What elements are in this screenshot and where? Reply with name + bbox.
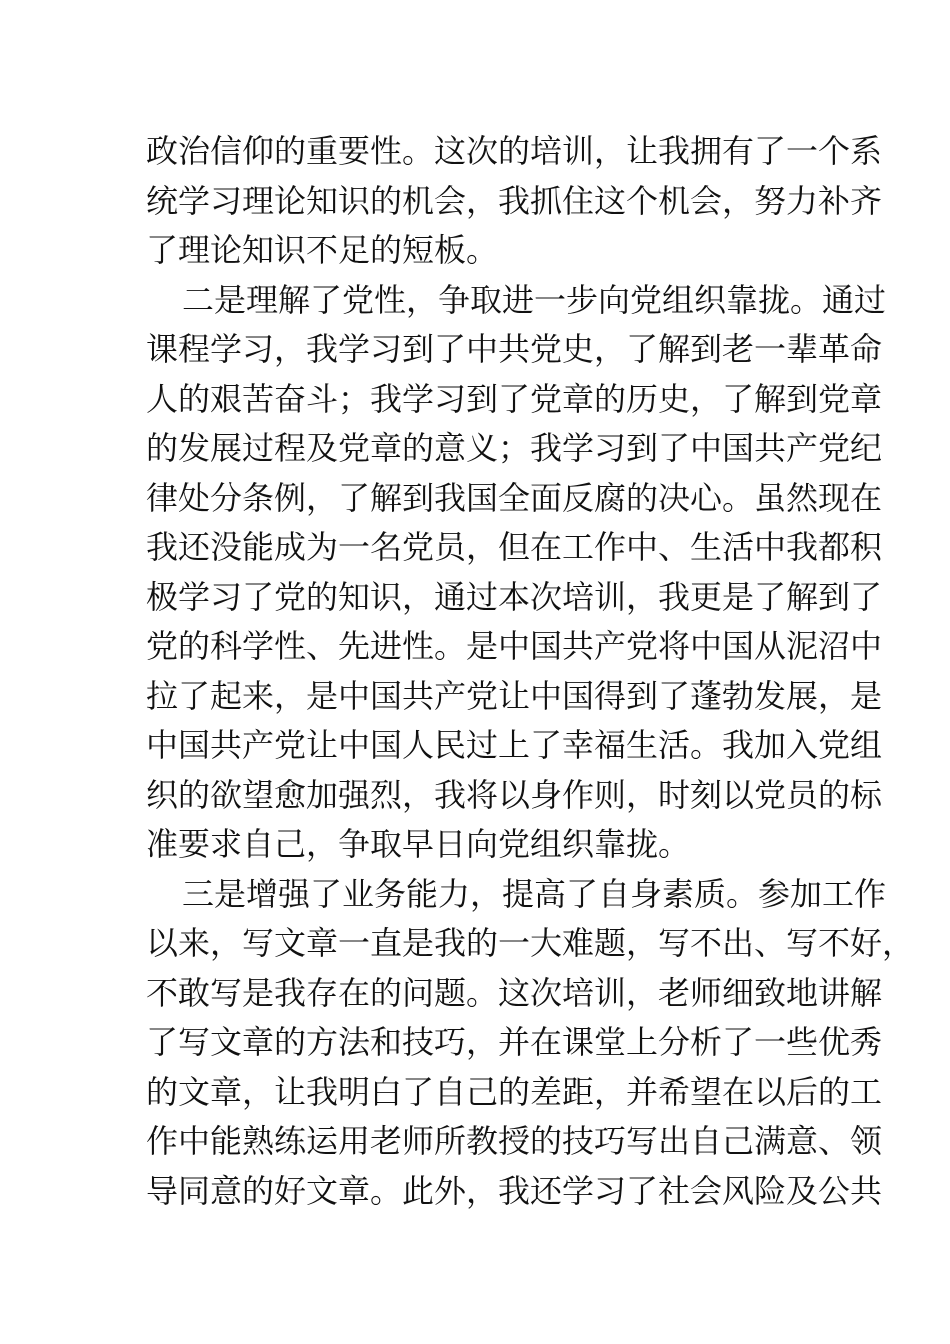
text-line-10: 极学习了党的知识，通过本次培训，我更是了解到了 xyxy=(146,578,883,616)
text-line-9: 我还没能成为一名党员，但在工作中、生活中我都积 xyxy=(146,528,883,566)
text-line-1: 政治信仰的重要性。这次的培训，让我拥有了一个系 xyxy=(146,132,883,170)
text-line-4: 二是理解了党性，争取进一步向党组织靠拢。通过 xyxy=(182,281,887,319)
text-line-12: 拉了起来，是中国共产党让中国得到了蓬勃发展，是 xyxy=(146,677,883,715)
text-line-18: 不敢写是我存在的问题。这次培训，老师细致地讲解 xyxy=(146,974,883,1012)
text-line-22: 导同意的好文章。此外，我还学习了社会风险及公共 xyxy=(146,1172,883,1210)
text-line-11: 党的科学性、先进性。是中国共产党将中国从泥沼中 xyxy=(146,627,883,665)
text-line-2: 统学习理论知识的机会，我抓住这个机会，努力补齐 xyxy=(146,182,883,220)
text-line-5: 课程学习，我学习到了中共党史，了解到老一辈革命 xyxy=(146,330,883,368)
text-line-21: 作中能熟练运用老师所教授的技巧写出自己满意、领 xyxy=(146,1122,883,1160)
text-line-15: 准要求自己，争取早日向党组织靠拢。 xyxy=(146,825,691,863)
text-line-16: 三是增强了业务能力，提高了自身素质。参加工作 xyxy=(182,875,887,913)
text-line-14: 织的欲望愈加强烈，我将以身作则，时刻以党员的标 xyxy=(146,776,883,814)
text-line-20: 的文章，让我明白了自己的差距，并希望在以后的工 xyxy=(146,1073,883,1111)
text-line-7: 的发展过程及党章的意义；我学习到了中国共产党纪 xyxy=(146,429,883,467)
text-line-19: 了写文章的方法和技巧，并在课堂上分析了一些优秀 xyxy=(146,1023,883,1061)
text-line-6: 人的艰苦奋斗；我学习到了党章的历史，了解到党章 xyxy=(146,380,883,418)
text-line-8: 律处分条例，了解到我国全面反腐的决心。虽然现在 xyxy=(146,479,883,517)
text-line-3: 了理论知识不足的短板。 xyxy=(146,231,499,269)
text-line-13: 中国共产党让中国人民过上了幸福生活。我加入党组 xyxy=(146,726,883,764)
text-line-17: 以来，写文章一直是我的一大难题，写不出、写不好， xyxy=(146,924,915,962)
